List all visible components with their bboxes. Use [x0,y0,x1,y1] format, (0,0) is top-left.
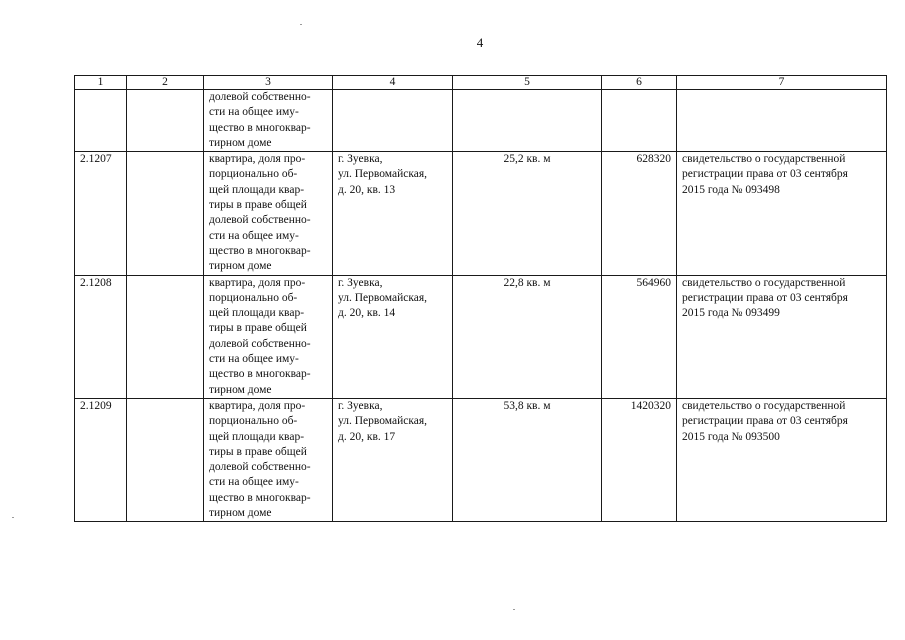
description-line: квартира, доля про- [209,276,306,289]
table-row [75,398,887,521]
description-line: порционально об- [209,168,298,181]
address-line: ул. Первомайская, [338,415,428,428]
document-line: свидетельство о государственной [682,276,846,289]
column-header-5: 5 [453,76,602,90]
record-document [677,275,887,398]
property-registry-table [74,75,887,522]
record-address [333,398,453,521]
document-line: свидетельство о государственной [682,399,846,412]
description-line: тирном доме [209,383,272,396]
column-header-2: 2 [127,76,204,90]
continuation-area-cell [453,90,602,152]
description-line: тиры в праве общей [209,199,307,212]
description-line: щей площади квар- [209,430,305,443]
page-number: 4 [476,35,484,50]
column-header-1: 1 [75,76,127,90]
description-line: порционально об- [209,415,298,428]
description-line: долевой собственно- [209,461,311,474]
description-line: квартира, доля про- [209,153,306,166]
document-line: 2015 года № 093498 [682,183,780,196]
continuation-address-cell [333,90,453,152]
record-cost: 628320 [602,152,677,275]
description-line: щество в многоквар- [209,368,311,381]
address-line: д. 20, кв. 14 [338,307,396,320]
record-document [677,398,887,521]
description-line: сти на общее иму- [209,106,299,119]
record-cost: 1420320 [602,398,677,521]
column-header-6: 6 [602,76,677,90]
address-line: г. Зуевка, [338,153,383,166]
description-line: долевой собственно- [209,337,311,350]
column-header-3: 3 [204,76,333,90]
record-description [204,398,333,521]
record-document [677,152,887,275]
document-line: регистрации права от 03 сентября [682,415,848,428]
record-area: 22,8 кв. м [453,275,602,398]
description-line: щество в многоквар- [209,244,311,257]
address-line: г. Зуевка, [338,276,383,289]
address-line: г. Зуевка, [338,399,383,412]
record-cost: 564960 [602,275,677,398]
record-area: 53,8 кв. м [453,398,602,521]
record-address [333,275,453,398]
continuation-document-cell [677,90,887,152]
record-description [204,152,333,275]
table-row [75,152,887,275]
description-line: сти на общее иму- [209,353,299,366]
description-line: щей площади квар- [209,183,305,196]
description-line: тиры в праве общей [209,445,307,458]
address-line: ул. Первомайская, [338,291,428,304]
description-line: порционально об- [209,291,298,304]
description-line: тирном доме [209,260,272,273]
record-col2 [127,398,204,521]
description-line: долевой собственно- [209,214,311,227]
document-line: регистрации права от 03 сентября [682,168,848,181]
continuation-description-cell [204,90,333,152]
continuation-cost-cell [602,90,677,152]
description-line: тиры в праве общей [209,322,307,335]
description-line: щество в многоквар- [209,491,311,504]
description-line: щество в многоквар- [209,121,311,134]
address-line: д. 20, кв. 17 [338,430,396,443]
address-line: д. 20, кв. 13 [338,183,396,196]
column-header-4: 4 [333,76,453,90]
record-number: 2.1208 [75,275,127,398]
record-col2 [127,275,204,398]
description-line: тирном доме [209,136,272,149]
record-number: 2.1209 [75,398,127,521]
description-line: долевой собственно- [209,91,311,103]
description-line: щей площади квар- [209,307,305,320]
record-description [204,275,333,398]
address-line: ул. Первомайская, [338,168,428,181]
continuation-col2-cell [127,90,204,152]
continuation-num-cell [75,90,127,152]
column-header-7: 7 [677,76,887,90]
table-row [75,275,887,398]
document-line: 2015 года № 093499 [682,307,780,320]
record-number: 2.1207 [75,152,127,275]
scan-speck [12,517,14,518]
document-line: 2015 года № 093500 [682,430,780,443]
description-line: тирном доме [209,507,272,520]
record-col2 [127,152,204,275]
record-area: 25,2 кв. м [453,152,602,275]
description-line: сти на общее иму- [209,229,299,242]
description-line: сти на общее иму- [209,476,299,489]
record-address [333,152,453,275]
scan-speck [513,609,515,610]
description-line: квартира, доля про- [209,399,306,412]
document-line: свидетельство о государственной [682,153,846,166]
column-number-row [75,76,887,90]
scan-speck [300,24,302,25]
document-line: регистрации права от 03 сентября [682,291,848,304]
continuation-row [75,90,887,152]
